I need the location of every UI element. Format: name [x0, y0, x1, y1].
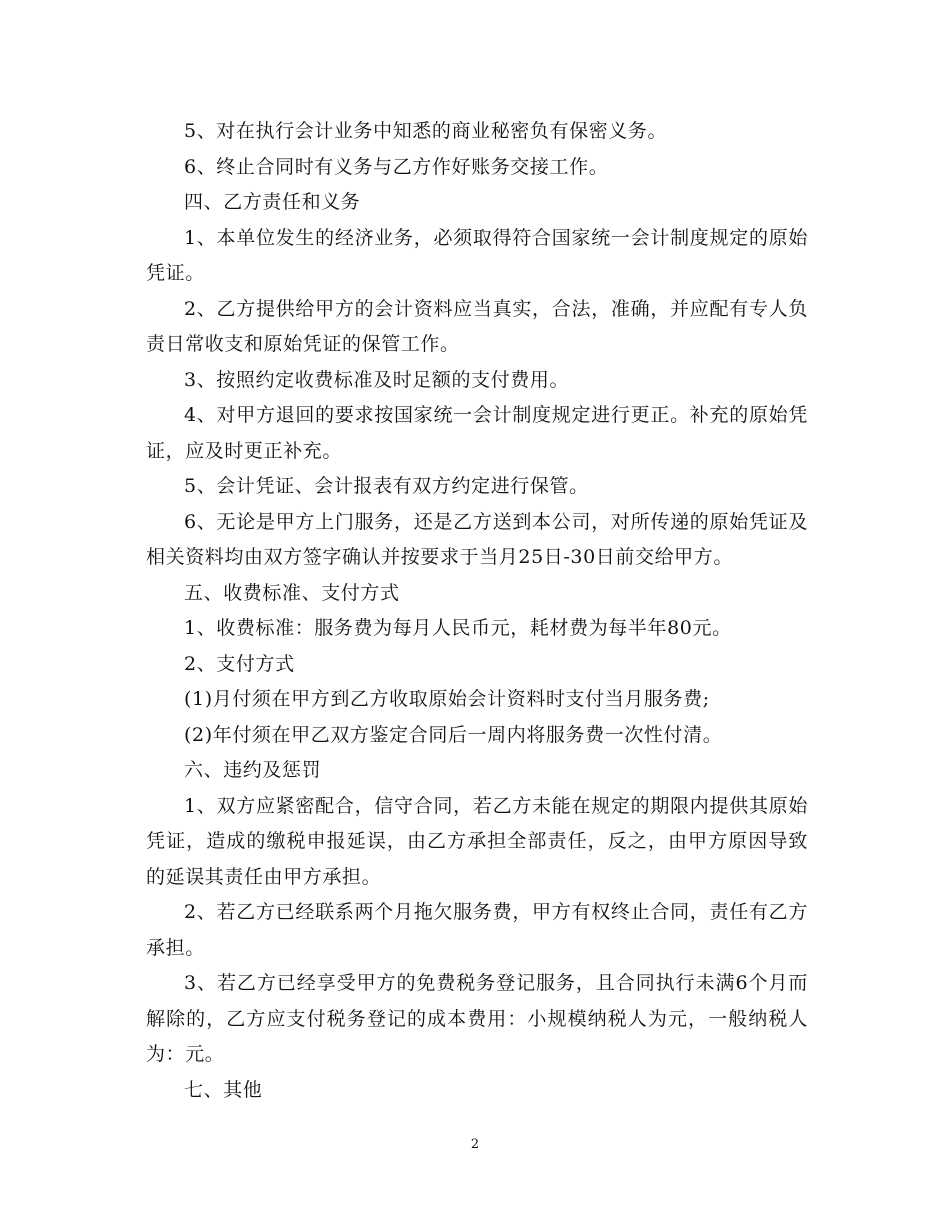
paragraph: 4、对甲方退回的要求按国家统一会计制度规定进行更正。补充的原始凭证，应及时更正补充。 — [146, 404, 808, 462]
paragraph: 2、支付方式 — [184, 652, 295, 675]
page-number: 2 — [470, 1137, 480, 1152]
section-heading: 六、违约及惩罚 — [184, 759, 322, 781]
paragraph: 5、对在执行会计业务中知悉的商业秘密负有保密义务。 — [184, 120, 668, 142]
paragraph: 6、终止合同时有义务与乙方作好账务交接工作。 — [184, 155, 609, 178]
section-heading: 五、收费标准、支付方式 — [184, 581, 400, 604]
section-heading: 四、乙方责任和义务 — [184, 191, 361, 213]
paragraph: 5、会计凭证、会计报表有双方约定进行保管。 — [184, 475, 589, 497]
section-heading: 七、其他 — [184, 1078, 263, 1101]
paragraph: 2、若乙方已经联系两个月拖欠服务费，甲方有权终止合同，责任有乙方承担。 — [146, 901, 808, 959]
paragraph: 1、收费标准：服务费为每月人民币元，耗材费为每半年80元。 — [184, 617, 732, 639]
paragraph: 3、若乙方已经享受甲方的免费税务登记服务，且合同执行未满6个月而解除的，乙方应支付税务登记的成本费用：小规模纳税人为元，一般纳税人为：元。 — [146, 972, 808, 1065]
document-body — [146, 114, 808, 1108]
paragraph: 1、双方应紧密配合，信守合同，若乙方未能在规定的期限内提供其原始凭证，造成的缴税申报延误，由乙方承担全部责任，反之，由甲方原因导致的延误其责任由甲方承担。 — [146, 794, 808, 888]
paragraph: (1)月付须在甲方到乙方收取原始会计资料时支付当月服务费; — [184, 688, 710, 710]
paragraph: 3、按照约定收费标准及时足额的支付费用。 — [184, 368, 570, 391]
paragraph: 2、乙方提供给甲方的会计资料应当真实，合法，准确，并应配有专人负责日常收支和原始凭证的保管工作。 — [146, 297, 808, 355]
paragraph: (2)年付须在甲乙双方鉴定合同后一周内将服务费一次性付清。 — [184, 723, 723, 746]
paragraph: 6、无论是甲方上门服务，还是乙方送到本公司，对所传递的原始凭证及相关资料均由双方签字确认并按要求于当月25日-30日前交给甲方。 — [146, 510, 808, 568]
paragraph: 1、本单位发生的经济业务，必须取得符合国家统一会计制度规定的原始凭证。 — [146, 226, 808, 284]
